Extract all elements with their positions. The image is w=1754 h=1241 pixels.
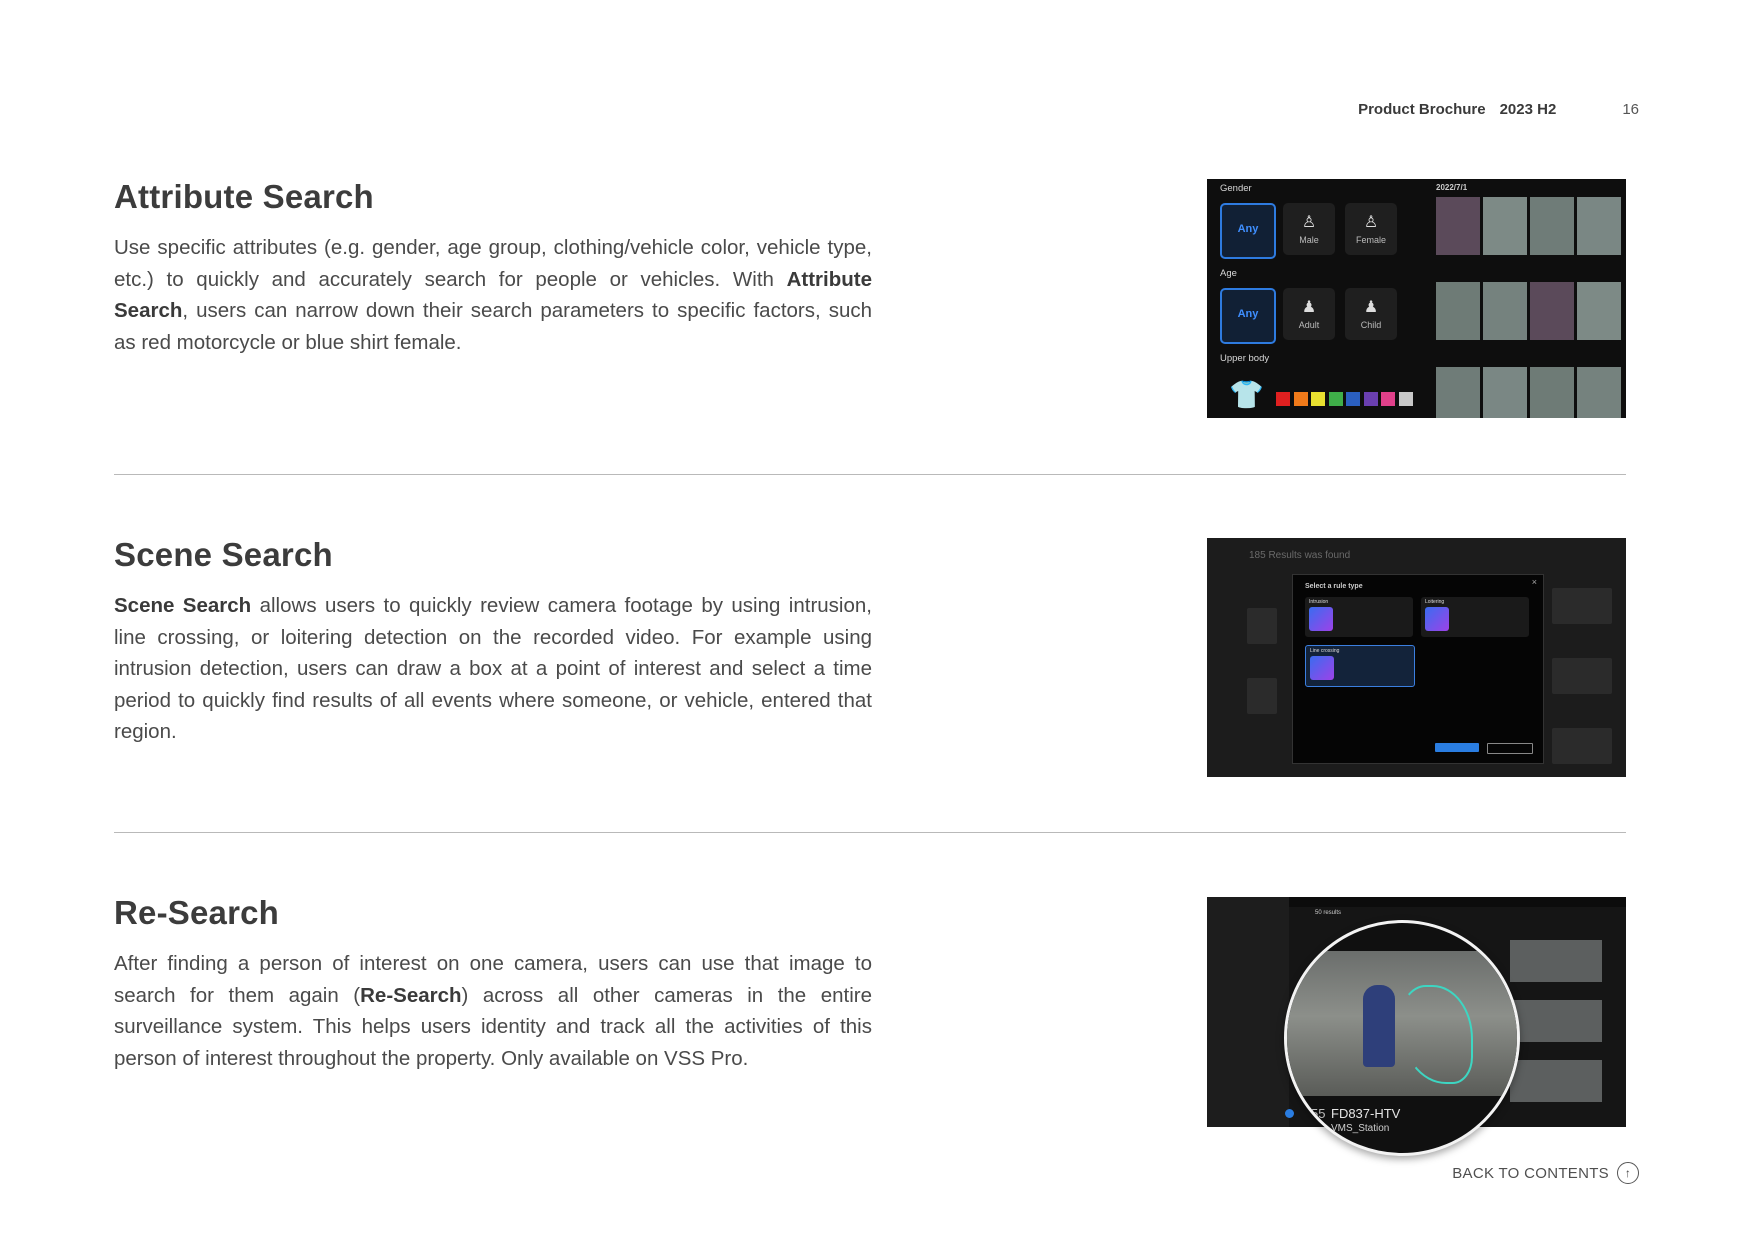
arrow-up-circle-icon[interactable]: ↑	[1617, 1162, 1639, 1184]
result-thumbnail	[1510, 940, 1602, 982]
result-thumbnail	[1436, 197, 1480, 255]
result-count: 185 Results was found	[1249, 550, 1351, 561]
result-thumbnail	[1510, 1000, 1602, 1042]
color-swatch	[1276, 392, 1290, 406]
line-crossing-icon	[1310, 656, 1334, 680]
result-thumbnail	[1510, 1060, 1602, 1102]
result-date: 2022/7/1	[1436, 183, 1468, 192]
scene-search-screenshot	[1207, 538, 1626, 777]
section-divider	[114, 474, 1626, 475]
body-bold-text: Scene Search	[114, 594, 252, 617]
magnified-camera-view	[1284, 920, 1520, 1156]
gender-option-any: Any	[1220, 203, 1276, 259]
rule-type-dialog	[1292, 574, 1544, 764]
result-thumbnail	[1483, 197, 1527, 255]
section-title: Scene Search	[114, 536, 333, 573]
page-number: 16	[1622, 101, 1639, 118]
color-swatch	[1399, 392, 1413, 406]
station-name: VMS_Station	[1331, 1123, 1390, 1134]
section-title: Re-Search	[114, 894, 280, 931]
male-icon: ♙	[1301, 214, 1317, 231]
gender-option-female: ♙ Female	[1345, 203, 1397, 255]
shirt-icon: 👕	[1229, 379, 1264, 410]
upper-body-label: Upper body	[1220, 353, 1270, 364]
dialog-title: Select a rule type	[1305, 583, 1363, 590]
loitering-icon	[1425, 607, 1449, 631]
gender-option-male: ♙ Male	[1283, 203, 1335, 255]
result-thumbnail	[1530, 367, 1574, 418]
result-thumbnail	[1577, 197, 1621, 255]
brochure-title: Product Brochure	[1358, 101, 1486, 118]
search-panel	[1207, 897, 1289, 1127]
result-thumbnail	[1436, 282, 1480, 340]
adult-icon: ♟	[1301, 299, 1317, 316]
rule-card-line-crossing: Line crossing	[1305, 645, 1415, 687]
brochure-edition: 2023 H2	[1499, 101, 1557, 118]
section-body	[114, 590, 872, 748]
gender-label: Gender	[1220, 183, 1252, 194]
camera-number: 55	[1311, 1106, 1326, 1121]
section-divider	[114, 832, 1626, 833]
rule-card-loitering: Loitering	[1421, 597, 1529, 637]
blurred-thumbnail	[1247, 678, 1277, 714]
blurred-thumbnail	[1552, 588, 1612, 624]
age-option-any: Any	[1220, 288, 1276, 344]
results-count: 50 results	[1315, 910, 1342, 916]
female-icon: ♙	[1363, 214, 1379, 231]
close-icon: ×	[1531, 577, 1537, 587]
age-option-child: ♟ Child	[1345, 288, 1397, 340]
color-swatch	[1364, 392, 1378, 406]
age-label: Age	[1220, 268, 1237, 279]
status-dot	[1285, 1109, 1294, 1118]
child-icon: ♟	[1363, 299, 1379, 316]
section-title: Attribute Search	[114, 178, 374, 215]
select-button	[1435, 743, 1479, 752]
body-bold-text: Re-Search	[360, 983, 462, 1007]
color-swatch	[1311, 392, 1325, 406]
result-thumbnail	[1483, 282, 1527, 340]
section-body	[114, 232, 872, 358]
body-text: ) across all other cameras in the entire surveillance system. This helps users identity and track all the activities of this person of interest throughout the property. Only available on VSS Pro.	[114, 983, 873, 1070]
attribute-search-screenshot	[1207, 179, 1626, 418]
color-swatch	[1329, 392, 1343, 406]
result-thumbnail	[1530, 197, 1574, 255]
section-body	[114, 948, 872, 1074]
blurred-thumbnail	[1552, 728, 1612, 764]
result-thumbnail	[1483, 367, 1527, 418]
color-swatch	[1346, 392, 1360, 406]
body-text: Use specific attributes (e.g. gender, age group, clothing/vehicle color, vehicle type, etc.) to quickly and accurately search for people or vehicles. With	[114, 236, 872, 291]
camera-name: FD837-HTV	[1331, 1106, 1401, 1121]
color-swatch	[1381, 392, 1395, 406]
result-thumbnail	[1436, 367, 1480, 418]
rule-card-intrusion: Intrusion	[1305, 597, 1413, 637]
result-thumbnail	[1577, 367, 1621, 418]
blurred-thumbnail	[1552, 658, 1612, 694]
result-thumbnail	[1530, 282, 1574, 340]
back-to-contents-label[interactable]: BACK TO CONTENTS	[1452, 1164, 1609, 1182]
color-swatch	[1294, 392, 1308, 406]
person-of-interest	[1363, 985, 1395, 1067]
cancel-button	[1487, 743, 1533, 754]
result-thumbnail	[1577, 282, 1621, 340]
blurred-thumbnail	[1247, 608, 1277, 644]
intrusion-icon	[1309, 607, 1333, 631]
page-header	[1358, 101, 1639, 118]
back-to-contents-link[interactable]	[1452, 1162, 1639, 1184]
age-option-adult: ♟ Adult	[1283, 288, 1335, 340]
body-text: After finding a person of interest on one camera, users can use that image to search for them again (	[114, 952, 872, 1007]
body-text: allows users to quickly review camera footage by using intrusion, line crossing, or loitering detection on the recorded video. For example using intrusion detection, users can draw a box at a point of interest and select a time period to quickly find results of all events where someone, or vehicle, entered that region.	[114, 594, 872, 744]
body-bold-text: Attribute Search	[114, 267, 872, 323]
body-text: , users can narrow down their search parameters to specific factors, such as red motorcycle or blue shirt female.	[114, 299, 872, 354]
